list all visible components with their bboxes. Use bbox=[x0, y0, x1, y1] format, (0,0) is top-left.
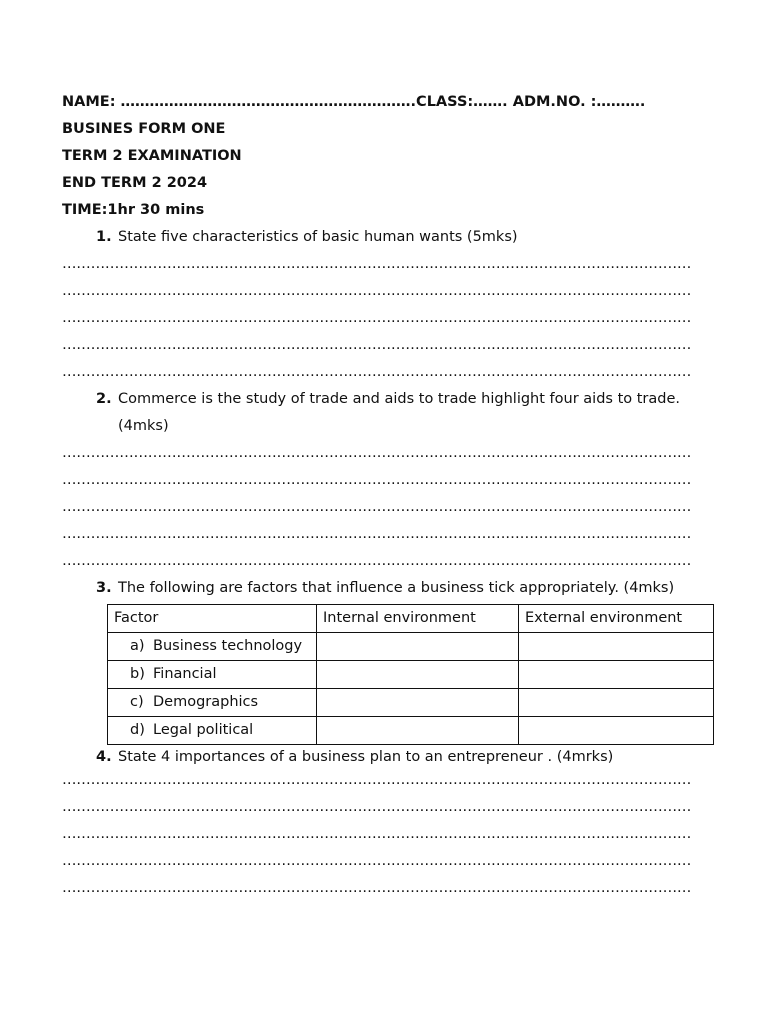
internal-tick-cell[interactable] bbox=[317, 661, 519, 689]
answer-line[interactable]: …………………………………………………………………………………………………………………… bbox=[62, 310, 692, 326]
answer-line[interactable]: …………………………………………………………………………………………………………………… bbox=[62, 283, 692, 299]
question-number: 2. bbox=[96, 391, 112, 407]
external-tick-cell[interactable] bbox=[519, 661, 714, 689]
question-number: 1. bbox=[96, 229, 112, 245]
question-1 bbox=[62, 224, 722, 251]
answer-line[interactable]: …………………………………………………………………………………………………………………… bbox=[62, 880, 692, 896]
answer-line[interactable]: …………………………………………………………………………………………………………………… bbox=[62, 826, 692, 842]
factor-cell bbox=[108, 689, 317, 717]
answer-line[interactable]: …………………………………………………………………………………………………………………… bbox=[62, 472, 692, 488]
question-2 bbox=[62, 386, 722, 440]
answer-line[interactable]: …………………………………………………………………………………………………………………… bbox=[62, 364, 692, 380]
table-row bbox=[108, 633, 714, 661]
factor-label: Financial bbox=[153, 666, 217, 682]
answer-line[interactable]: …………………………………………………………………………………………………………………… bbox=[62, 445, 692, 461]
factor-cell bbox=[108, 633, 317, 661]
time-allowed: TIME:1hr 30 mins bbox=[62, 202, 205, 218]
external-tick-cell[interactable] bbox=[519, 689, 714, 717]
internal-tick-cell[interactable] bbox=[317, 717, 519, 745]
factor-letter: d) bbox=[130, 722, 145, 738]
factor-letter: a) bbox=[130, 638, 145, 654]
internal-tick-cell[interactable] bbox=[317, 689, 519, 717]
answer-line[interactable]: …………………………………………………………………………………………………………………… bbox=[62, 337, 692, 353]
external-tick-cell[interactable] bbox=[519, 717, 714, 745]
question-text: State five characteristics of basic human wants (5mks) bbox=[118, 229, 518, 245]
question-3 bbox=[62, 575, 722, 602]
factor-cell bbox=[108, 661, 317, 689]
subject-title: BUSINES FORM ONE bbox=[62, 121, 226, 137]
internal-tick-cell[interactable] bbox=[317, 633, 519, 661]
column-header-internal: Internal environment bbox=[317, 605, 519, 633]
answer-line[interactable]: …………………………………………………………………………………………………………………… bbox=[62, 256, 692, 272]
factor-cell bbox=[108, 717, 317, 745]
factor-letter: b) bbox=[130, 666, 145, 682]
question-text: State 4 importances of a business plan to an entrepreneur . (4mrks) bbox=[118, 749, 614, 765]
exam-page bbox=[62, 89, 722, 902]
factors-table bbox=[107, 604, 714, 745]
answer-line[interactable]: …………………………………………………………………………………………………………………… bbox=[62, 526, 692, 542]
end-term-title: END TERM 2 2024 bbox=[62, 175, 208, 191]
column-header-external: External environment bbox=[519, 605, 714, 633]
table-header-row bbox=[108, 605, 714, 633]
table-row bbox=[108, 717, 714, 745]
factor-letter: c) bbox=[130, 694, 144, 710]
factor-label: Demographics bbox=[153, 694, 259, 710]
question-text: Commerce is the study of trade and aids to trade highlight four aids to trade. (4mks) bbox=[118, 391, 680, 434]
table-row bbox=[108, 661, 714, 689]
answer-line[interactable]: …………………………………………………………………………………………………………………… bbox=[62, 853, 692, 869]
question-text: The following are factors that influence a business tick appropriately. (4mks) bbox=[118, 580, 675, 596]
external-tick-cell[interactable] bbox=[519, 633, 714, 661]
question-4 bbox=[62, 747, 722, 767]
term-title: TERM 2 EXAMINATION bbox=[62, 148, 242, 164]
answer-line[interactable]: …………………………………………………………………………………………………………………… bbox=[62, 772, 692, 788]
answer-line[interactable]: …………………………………………………………………………………………………………………… bbox=[62, 499, 692, 515]
table-row bbox=[108, 689, 714, 717]
factor-label: Business technology bbox=[153, 638, 303, 654]
name-class-adm-line: NAME: …………………………………………………….CLASS:……. ADM.NO. :………. bbox=[62, 94, 646, 110]
question-number: 4. bbox=[96, 749, 112, 765]
answer-line[interactable]: …………………………………………………………………………………………………………………… bbox=[62, 799, 692, 815]
column-header-factor: Factor bbox=[108, 605, 317, 633]
question-number: 3. bbox=[96, 580, 112, 596]
answer-line[interactable]: …………………………………………………………………………………………………………………… bbox=[62, 553, 692, 569]
factor-label: Legal political bbox=[153, 722, 254, 738]
